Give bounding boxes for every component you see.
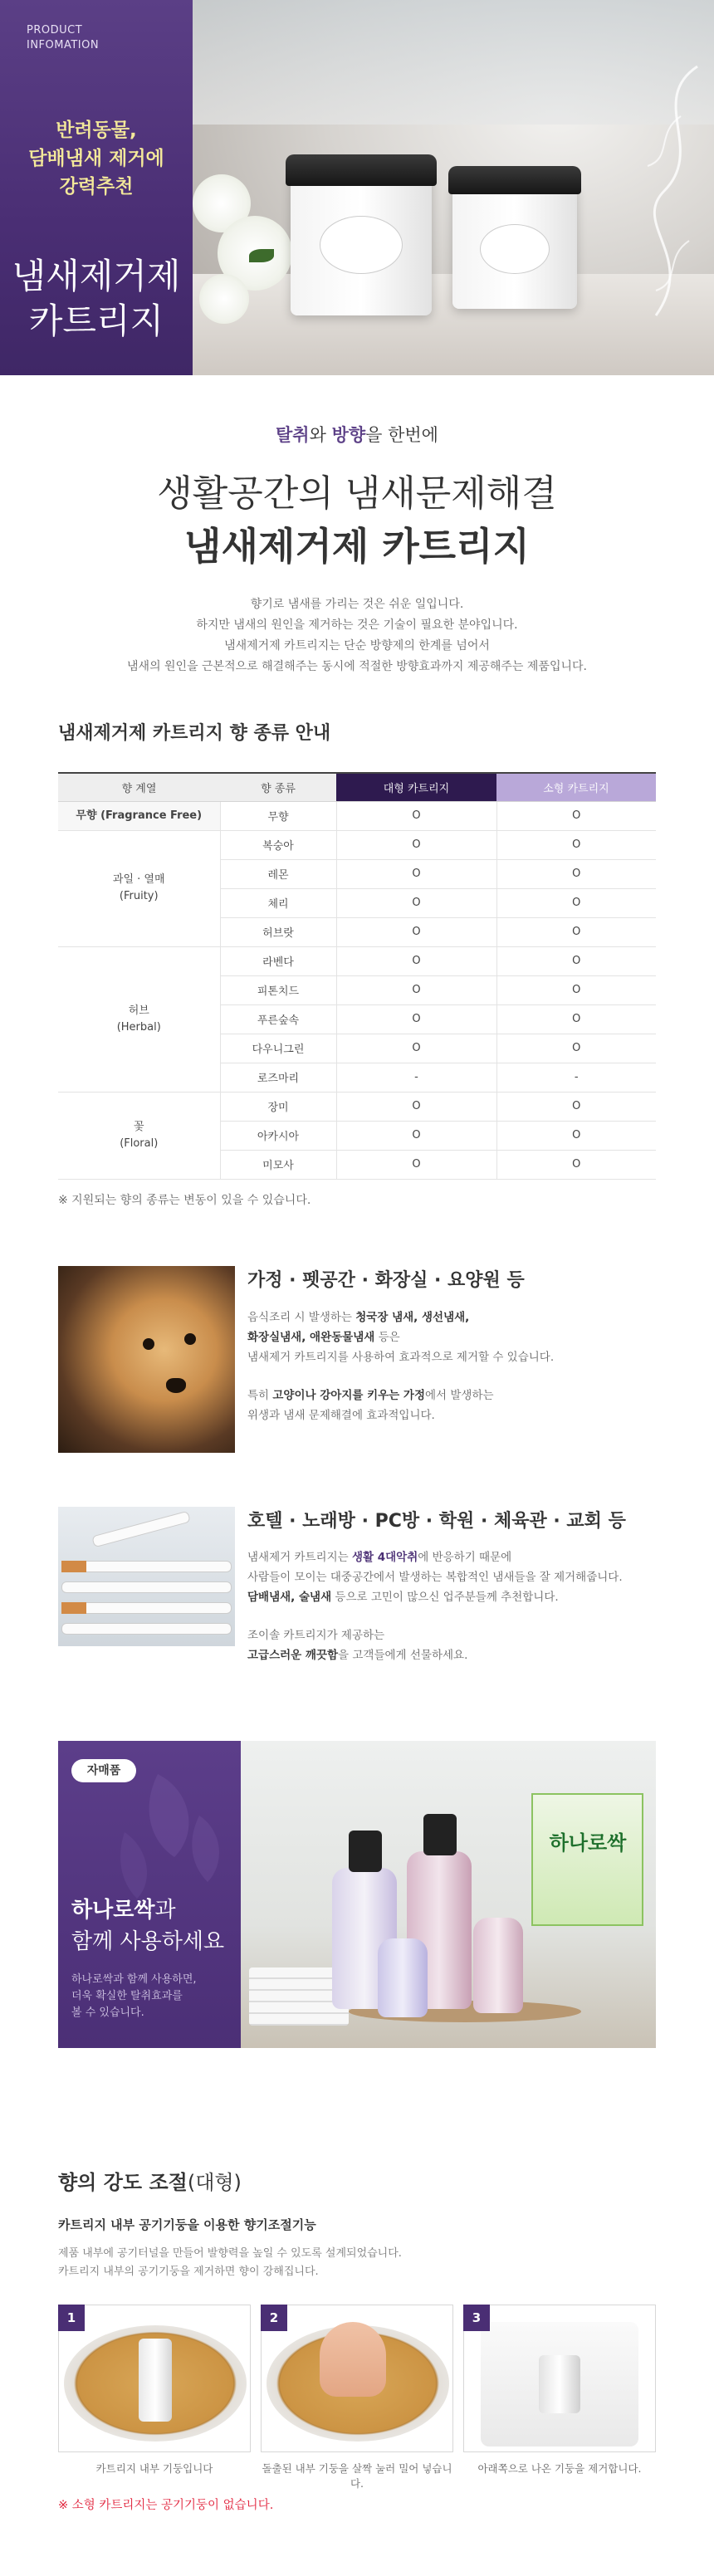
- kicker-text: 을 한번에: [365, 425, 438, 445]
- step-card-1: [58, 2305, 251, 2452]
- table-row: [58, 830, 656, 859]
- small-availability: O: [496, 1034, 656, 1063]
- step-caption: 돌출된 내부 기둥을 살짝 눌러 밀어 넣습니다.: [262, 2462, 452, 2490]
- scent-group: 꽃 (Floral): [58, 1092, 220, 1179]
- large-availability: O: [336, 1121, 496, 1150]
- feature2-title: 호텔 · 노래방 · PC방 · 학원 · 체육관 · 교회 등: [247, 1511, 626, 1532]
- promo-product-name: 하나로싹: [71, 1898, 155, 1923]
- cigarette-filter: [61, 1561, 86, 1572]
- intro-line: 냄새의 원인을 근본적으로 해결해주는 동시에 적절한 방향효과까지 제공해주는 제품입니다.: [127, 660, 587, 673]
- small-availability: O: [496, 888, 656, 917]
- body-highlight: 담배냄새, 술냄새: [247, 1591, 332, 1604]
- body-highlight: 고급스러운 깨끗함: [247, 1649, 339, 1662]
- dog-photo: [58, 1266, 235, 1453]
- large-availability: O: [336, 859, 496, 888]
- body-text: 냄새제거 카트리지는: [247, 1551, 352, 1564]
- dog-eye: [143, 1338, 154, 1350]
- strength-title-size: (대형): [187, 2171, 242, 2194]
- kicker-text: 와: [309, 425, 332, 445]
- scent-name: 라벤다: [220, 946, 336, 975]
- cigarette: [61, 1581, 232, 1593]
- dog-eye: [184, 1333, 196, 1345]
- table-row: [58, 1092, 656, 1121]
- step-number: 3: [463, 2305, 490, 2331]
- product-box-label: 하나로싹: [549, 1831, 627, 1855]
- spray-trigger: [349, 1831, 382, 1872]
- large-availability: O: [336, 830, 496, 859]
- large-availability: -: [336, 1063, 496, 1092]
- strength-subtitle: 카트리지 내부 공기기둥을 이용한 향기조절기능: [58, 2217, 316, 2232]
- scent-table: [58, 772, 656, 1180]
- body-text: 에서 발생하는: [425, 1389, 494, 1402]
- product-jar-lid: [448, 166, 581, 194]
- dog-nose: [166, 1378, 186, 1393]
- scent-name: 미모사: [220, 1150, 336, 1179]
- strength-title: [58, 2166, 242, 2195]
- small-cartridge-note: ※ 소형 카트리지는 공기기둥이 없습니다.: [58, 2499, 274, 2512]
- large-availability: O: [336, 975, 496, 1004]
- ornament-swirl: [598, 50, 714, 349]
- small-availability: O: [496, 859, 656, 888]
- large-availability: O: [336, 1150, 496, 1179]
- column-header-small: 소형 카트리지: [496, 773, 656, 801]
- small-availability: O: [496, 1150, 656, 1179]
- air-column: [539, 2355, 580, 2413]
- kicker-keyword-deodorize: 탈취: [276, 425, 310, 445]
- strength-title-main: 향의 강도 조절: [58, 2171, 188, 2194]
- large-availability: O: [336, 888, 496, 917]
- scent-name: 무향: [220, 801, 336, 830]
- sister-product-badge: 자매품: [71, 1759, 136, 1782]
- step-caption: 카트리지 내부 기둥입니다: [95, 2462, 213, 2475]
- feature1-body: [247, 1308, 679, 1425]
- body-highlight: 화장실냄새, 애완동물냄새: [247, 1331, 375, 1344]
- body-text: 특히: [247, 1389, 273, 1402]
- hero-subtitle: 반려동물, 담배냄새 제거에 강력추천: [28, 120, 164, 198]
- small-availability: O: [496, 946, 656, 975]
- product-jar-lid: [286, 154, 437, 186]
- intro-kicker: [0, 422, 714, 447]
- intro-line: 냄새제거제 카트리지는 단순 방향제의 한계를 넘어서: [224, 639, 490, 653]
- body-text: 냄새제거 카트리지를 사용하여 효과적으로 제거할 수 있습니다.: [247, 1351, 555, 1364]
- table-row: [58, 801, 656, 830]
- scent-name: 레몬: [220, 859, 336, 888]
- scent-name: 푸른숲속: [220, 1004, 336, 1034]
- step-number: 2: [261, 2305, 287, 2331]
- table-row: [58, 946, 656, 975]
- scent-group: 과일 · 열매 (Fruity): [58, 830, 220, 946]
- feature2-body: [247, 1547, 687, 1665]
- small-availability: O: [496, 830, 656, 859]
- step-caption: 아래쪽으로 나온 기둥을 제거합니다.: [477, 2462, 642, 2475]
- leaf-image: [249, 249, 274, 262]
- large-availability: O: [336, 917, 496, 946]
- column-header-large: 대형 카트리지: [336, 773, 496, 801]
- column-header: 향 종류: [220, 773, 336, 801]
- intro-headline: 생활공간의 냄새문제해결: [157, 472, 557, 515]
- spray-trigger: [423, 1814, 457, 1855]
- body-text: 등으로 고민이 많으신 업주분들께 추천합니다.: [331, 1591, 559, 1604]
- scent-name: 아카시아: [220, 1121, 336, 1150]
- body-text: 조이솔 카트리지가 제공하는: [247, 1629, 385, 1642]
- body-text: 사람들이 모이는 대중공간에서 발생하는 복합적인 냄새들을 잘 제거해줍니다.: [247, 1571, 623, 1584]
- large-availability: O: [336, 1004, 496, 1034]
- body-highlight: 청국장 냄새, 생선냄새,: [355, 1311, 470, 1324]
- step-card-2: [261, 2305, 453, 2452]
- large-availability: O: [336, 1034, 496, 1063]
- step-number: 1: [58, 2305, 85, 2331]
- body-text: 음식조리 시 발생하는: [247, 1311, 356, 1324]
- product-jar-label: [480, 224, 550, 274]
- small-availability: O: [496, 975, 656, 1004]
- promo-title-text: 과 함께 사용하세요: [71, 1898, 225, 1954]
- promo-body: 하나로싹과 함께 사용하면, 더욱 확실한 탈취효과를 볼 수 있습니다.: [71, 1973, 197, 2019]
- small-availability: O: [496, 801, 656, 830]
- intro-line: 하지만 냄새의 원인을 제거하는 것은 기술이 필요한 분야입니다.: [196, 618, 518, 632]
- small-availability: O: [496, 917, 656, 946]
- body-text: 등은: [374, 1331, 400, 1344]
- scent-name: 장미: [220, 1092, 336, 1121]
- spray-bottle-small: [378, 1938, 428, 2017]
- large-availability: O: [336, 946, 496, 975]
- finger-image: [320, 2322, 386, 2397]
- scent-name: 허브랏: [220, 917, 336, 946]
- cigarette: [61, 1623, 232, 1635]
- air-column: [139, 2339, 172, 2422]
- intro-description: [0, 594, 714, 677]
- cigarette-filter: [61, 1602, 86, 1614]
- intro-product-name: 냄새제거제 카트리지: [184, 524, 530, 569]
- scent-table-note: ※ 지원되는 향의 종류는 변동이 있을 수 있습니다.: [58, 1194, 311, 1207]
- body-highlight: 고양이나 강아지를 키우는 가정: [272, 1389, 426, 1402]
- body-text: 을 고객들에게 선물하세요.: [338, 1649, 468, 1662]
- flower-image: [199, 274, 249, 324]
- body-text: 위생과 냄새 문제해결에 효과적입니다.: [247, 1409, 435, 1422]
- product-info-tag: PRODUCT INFOMATION: [27, 24, 100, 51]
- scent-group: 허브 (Herbal): [58, 946, 220, 1092]
- product-jar-label: [320, 216, 403, 274]
- scent-name: 로즈마리: [220, 1063, 336, 1092]
- hero-title: 냄새제거제 카트리지: [12, 256, 181, 341]
- strength-description: 제품 내부에 공기터널을 만들어 발향력을 높일 수 있도록 설계되었습니다. 카트리지 내부의 공기기둥을 제거하면 향이 강해집니다.: [58, 2247, 402, 2278]
- scent-name: 피톤치드: [220, 975, 336, 1004]
- body-text: 에 반응하기 때문에: [418, 1551, 512, 1564]
- column-header: 향 계열: [58, 773, 220, 801]
- small-availability: O: [496, 1092, 656, 1121]
- intro-line: 향기로 냄새를 가리는 것은 쉬운 일입니다.: [250, 598, 464, 611]
- small-availability: O: [496, 1004, 656, 1034]
- spray-bottle-small: [473, 1918, 523, 2013]
- small-availability: -: [496, 1063, 656, 1092]
- step-card-3: [463, 2305, 656, 2452]
- large-availability: O: [336, 801, 496, 830]
- scent-name: 다우니그린: [220, 1034, 336, 1063]
- scent-name: 체리: [220, 888, 336, 917]
- feature1-title: 가정 · 펫공간 · 화장실 · 요양원 등: [247, 1270, 525, 1291]
- cigarette: [61, 1561, 232, 1572]
- kicker-keyword-fragrance: 방향: [331, 425, 366, 445]
- promo-title: [71, 1894, 224, 1958]
- product-box: [531, 1793, 643, 1926]
- scent-name: 복숭아: [220, 830, 336, 859]
- small-availability: O: [496, 1121, 656, 1150]
- cigarette: [61, 1602, 232, 1614]
- body-highlight: 생활 4대악취: [351, 1551, 418, 1564]
- scent-group: 무향 (Fragrance Free): [58, 801, 220, 830]
- scent-table-title: 냄새제거제 카트리지 향 종류 안내: [58, 723, 331, 744]
- large-availability: O: [336, 1092, 496, 1121]
